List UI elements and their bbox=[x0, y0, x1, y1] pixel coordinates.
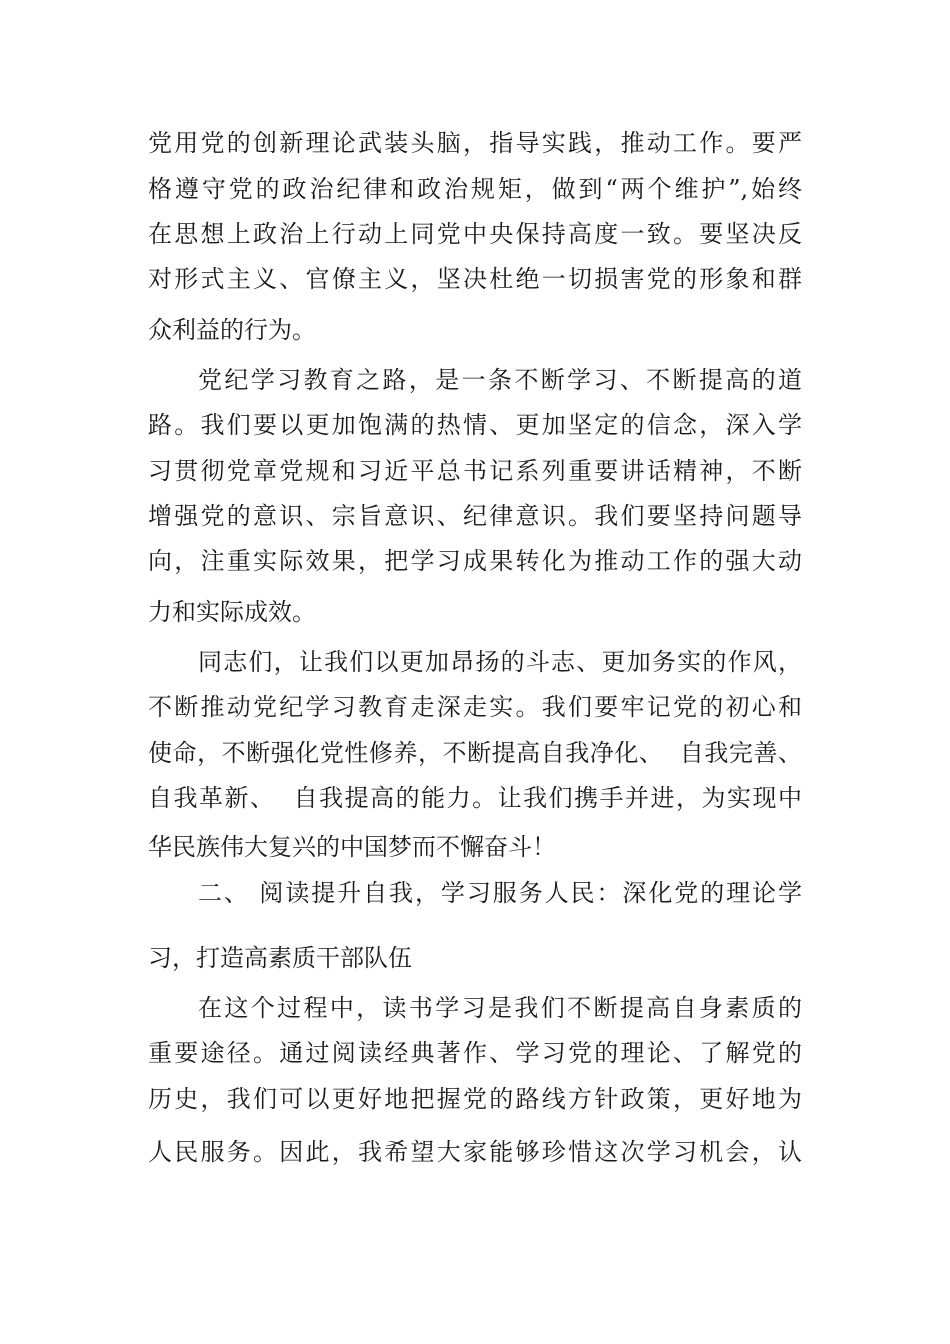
section-heading-line: 习，打造高素质干部队伍 bbox=[148, 944, 412, 972]
text-line: 自我革新、 自我提高的能力。让我们携手并进，为实现中 bbox=[148, 784, 802, 812]
text-line: 人民服务。因此，我希望大家能够珍惜这次学习机会，认 bbox=[148, 1138, 802, 1166]
text-line: 路。我们要以更加饱满的热情、更加坚定的信念，深入学 bbox=[148, 411, 802, 439]
text-line: 重要途径。通过阅读经典著作、学习党的理论、了解党的 bbox=[148, 1039, 802, 1067]
text-line: 使命，不断强化党性修养，不断提高自我净化、 自我完善、 bbox=[148, 739, 802, 767]
text-line: 在思想上政治上行动上同党中央保持高度一致。要坚决反 bbox=[148, 220, 802, 248]
text-line: 力和实际成效。 bbox=[148, 598, 316, 626]
section-heading-line: 二、 阅读提升自我，学习服务人民：深化党的理论学 bbox=[198, 879, 802, 907]
text-line: 党用党的创新理论武装头脑，指导实践，推动工作。要严 bbox=[148, 129, 802, 157]
text-line: 历史，我们可以更好地把握党的路线方针政策，更好地为 bbox=[148, 1085, 802, 1113]
text-line: 同志们，让我们以更加昂扬的斗志、更加务实的作风， bbox=[198, 648, 802, 676]
text-line: 对形式主义、官僚主义，坚决杜绝一切损害党的形象和群 bbox=[148, 265, 802, 293]
text-line: 华民族伟大复兴的中国梦而不懈奋斗！ bbox=[148, 833, 556, 861]
text-line: 向，注重实际效果，把学习成果转化为推动工作的强大动 bbox=[148, 547, 802, 575]
text-line: 在这个过程中，读书学习是我们不断提高自身素质的 bbox=[198, 994, 802, 1022]
text-line: 格遵守党的政治纪律和政治规矩，做到“两个维护”,始终 bbox=[148, 175, 802, 203]
text-line: 党纪学习教育之路，是一条不断学习、不断提高的道 bbox=[198, 366, 802, 394]
text-line: 增强党的意识、宗旨意识、纪律意识。我们要坚持问题导 bbox=[148, 502, 802, 530]
text-line: 众利益的行为。 bbox=[148, 316, 316, 344]
text-line: 习贯彻党章党规和习近平总书记系列重要讲话精神，不断 bbox=[148, 457, 802, 485]
text-line: 不断推动党纪学习教育走深走实。我们要牢记党的初心和 bbox=[148, 693, 802, 721]
